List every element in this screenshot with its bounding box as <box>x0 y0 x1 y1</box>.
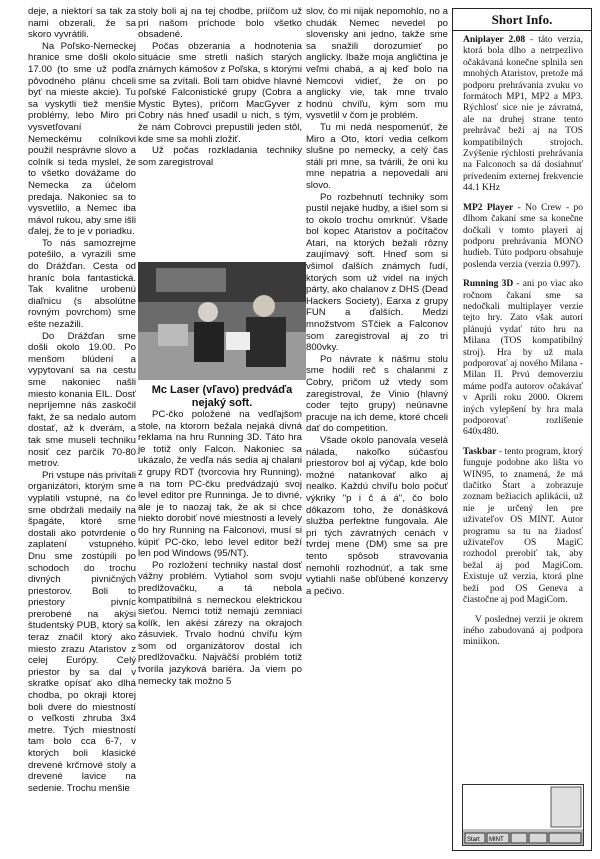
article-column-1 <box>28 6 136 794</box>
paragraph: Všade okolo panovala veselá nálada, nakoľko súčasťou priestorov bol aj výčap, kde bolo možné natankovať alko aj nealko. Každú chvíľu bolo počuť výkriky "p i č á á", čo bolo dôkazom toho, že donášková služba perfektne fungovala. Ale pri tých závratných cenách v tvrdej mene (DM) sme sa pre tento spôsob stravovania nemohli rozhodnúť, a tak sme vytiahli naše obľúbené konzervy a pečivo. <box>306 434 448 597</box>
taskbar-screenshot <box>462 784 584 846</box>
sidebar-item-heading: Taskbar <box>463 446 497 457</box>
sidebar-title: Short Info. <box>453 9 591 31</box>
sidebar-item-text: - táto verzia, ktorá bola dlho a netrpezlivo očakávaná konečne splnila sen mnohých Ataristov, pretože má podporu prehrávania zvuku vo formátoch MP1, MP2 a MP3. Rýchlosť sice nie je závratná, ale na druhej strane tento prehrávač beží aj na TOS kompatibilných strojoch. Zvýšenie rýchlosti prehrávania na Falconoch sa dá dosiahnuť prívedením externej frekvencie 44.1 KHz <box>463 35 583 194</box>
paragraph: stoly boli aj na tej chodbe, priíčom už pri našom príchode bolo všetko obsadené. <box>138 6 302 41</box>
paragraph: slov, čo mi nijak nepomohlo, no a chudák Nemec nevedel po slovensky ani jedno, takže sme sa snažili dorozumieť po anglicky. Ibaže moja angličtina je veľmi chabá, a aj keď bolo na Nemcovi vidieť, že on po anglicky vie, tak mne trvalo hodnú chvíľu, kým som mu vysvetlil v čom je problém. <box>306 6 448 122</box>
paragraph: Už počas rozkladania techniky som zaregistroval <box>138 145 302 168</box>
short-info-sidebar <box>452 8 592 851</box>
sidebar-item-text: - tento program, ktorý funguje podobne ako lišta vo WIN95, to znamená, že má tlačítko Štart a zobrazuje zoznam bežiacich aplikácii, už nie je určený len pre užívateľov OS MINT. Autor programu sa tu na žiadosť užívateľov OS MagiC rozhodol prerobiť tak, aby bežal aj pod MagiCom. Existuje už verzia, ktorá plne beží pod OS Geneva a čiastočne aj pod MagiCom. <box>463 446 583 606</box>
sidebar-item-text: V poslednej verzii je okrem iného zabudovaná aj podpora miniikon. <box>463 614 583 648</box>
paragraph: To nás samozrejme potešilo, a vyrazili sme do Drážďan. Cesta od hraníc bola fantastická. Tak kvalitne urobenú diaľnicu (s absolútne rovným povrchom) sme ešte nezažili. <box>28 237 136 331</box>
sidebar-item-heading: Aniplayer 2.08 <box>463 35 526 45</box>
sidebar-item-text: - No Crew - po dlhom čakaní sme sa konečne dočkali v tomto playeri aj podporu prehrávania MONO hudieb. Túto podporu obsahuje poslenda verzia (verzia 0.997). <box>463 202 583 270</box>
party-photo <box>138 262 306 380</box>
paragraph: deje, a niektorí sa tak za nami obzerali, že sa skoro vyvrátili. <box>28 6 136 41</box>
paragraph: Po rozložení techniky nastal dosť vážny problém. Vytiahol som svoju predlžovačku, a tá nebola kompatibilná s nemeckou elektrickou sieťou. Nemci totiž nemajú zemniaci kolík, len akési zárezy na okrajoch zásuviek. Trvalo hodnú chvíľu kým som od organizátorov dostal ich predlžovačku. Najväčší problém totiž tvorila jazyková bariéra. Ja viem po nemecky tak možno 5 <box>138 559 302 687</box>
photo-caption: Mc Laser (vľavo) predváďa nejaký soft. <box>151 384 293 409</box>
sidebar-item <box>463 279 583 439</box>
sidebar-item <box>463 447 583 607</box>
paragraph: Pri vstupe nás privítali organizátori, ktorým sme vyplatili vstupné, na čo sme obdržali medaily na špagáte, ktoré sme dostali ako potvrdenie o zaplatení vstupného. Dnu sme zostúpili po schodoch do trochu divných pivničných priestorov. Boli to priestory pivníc prerobené na akýsi študentský PUB, ktorý sa teraz značil ktorý ako miesto zrazu Ataristov z celej Európy. Celý priestor by sa dal v skratke opísať ako dlhá chodba, po okraji ktorej boli dvere do miestností o veľkosti zhruba 3x4 metre. Tých miestností tam bolo cca 6-7, v ktorých boli klasické drevené krčmové stoly a drevené lavice na sedenie. Trochu menšie <box>28 469 136 794</box>
sidebar-item-text: - ani po viac ako ročnom čakaní sme sa nedočkali multiplayer verzie tejto hry. Zato však autori plánujú vydať túto hru na Milana (TOS kompatibilný stroj). Hra by už mala podporovať aj nového Milana - Milan II. Prvú demoverziu máme podľa autorov očakávať v Apríli roku 2000. Okrem iných vylepšení by hra mala podporovať rozlíšenie 640x480. <box>463 279 584 438</box>
paragraph: Po návrate k nášmu stolu sme hodili reč s chalanmi z Cobry, pričom už vtedy som zaregistroval, že Vinio (hlavný coder tejto grupy) neúnavne pracuje na ich deme, ktoré chceli dať do competition. <box>306 353 448 435</box>
paragraph: Počas obzerania a hodnotenia situácie sme stretli našich starých známych kámošov z Poľska, s ktorými sme sa zvítali. Boli tam obidve hlavné poľské Falconistické grupy (Cobra a Mystic Bytes), pričom MacGyver z Cobry nás hneď usadil u nich, s tým, že nám Cobrovci prepustili jeden stôl, kde sme sa mohli zložiť. <box>138 40 302 145</box>
article-column-2-bottom <box>138 409 302 687</box>
taskbar-screenshot-graphic <box>463 785 583 845</box>
sidebar-item-heading: MP2 Player <box>463 202 514 213</box>
article-column-2-top <box>138 6 302 168</box>
sidebar-item <box>463 35 583 195</box>
paragraph: PC-čko položené na vedľajšom stole, na ktorom bežala nejaká divná reklama na hru Running 3D. Táto hra je totiž only Falcon. Nakoniec sa ukázalo, že vedľa nás sedia aj chalani z grupy RDT (tvorcovia hry Running), a na tom PC-čku predvádzajú svoj level editor pre Runninga. Je to divné, ale je to naozaj tak, že ak si chce niekto dorobiť nové miestnosti a levely do hry Running na Falconovi, musí si kúpiť PC-čko, lebo level editor beží len pod Windows (95/NT). <box>138 409 302 560</box>
sidebar-body <box>453 31 591 649</box>
sidebar-item <box>463 203 583 271</box>
paragraph: Do Drážďan sme došli okolo 19.00. Po menšom blúdení a vypytovaní sa na cestu sme nakoniec našli miesto konania EIL. Dosť nepríjemne nás zaskočil fakt, že sa nedalo autom dostať, až k dverám, a tak sme museli techniku nosiť cez parčík 70-80 metrov. <box>28 330 136 470</box>
article-column-3 <box>306 6 448 597</box>
screenshot-start-label: Start <box>467 837 480 843</box>
sidebar-item <box>463 615 583 649</box>
screenshot-mint-label: MINT <box>489 837 504 843</box>
photo-graphic <box>138 262 306 380</box>
paragraph: Na Poľsko-Nemeckej hranice sme došli okolo 17.00 (to sme už podľa pôvodného plánu chceli byť na mieste akcie). Tu sa vyskytli tiež menšie problémy, lebo Miro pri vysvetľovaní Nemeckému colníkovi použil nesprávne slovo a colník si teda myslel, že to všetko dovážame do Nemecka za účelom predaja. Nakoniec sa to vysvetlilo, a Nemec iba mávol rukou, aby sme išli ďalej, že to je v poriadku. <box>28 40 136 238</box>
paragraph: Po rozbehnutí techniky som pustil nejaké hudby, a išiel som si to okolo trochu omrknúť. Všade bol kopec Ataristov a počítačov Atari, na ktorých bežali rôzny zaujímavý soft. Hneď som si všimol ďalších známych ľudí, ktorých som už videl na iných párty, ako chalanov z DHS (Dead Hackers Society), Earxa z grupy FUN a ďalších. Medzi množstvom STčiek a Falconov som zaregistroval aj zo tri 800vky. <box>306 191 448 354</box>
paragraph: Tu mi nedá nespomenúť, že Miro a Oto, ktorí vedia celkom slušne po nemecky, a celý čas stáli pri mne, sa tvárili, že oni ku mne nepatria a nepovedali ani slovo. <box>306 121 448 191</box>
sidebar-item-heading: Running 3D <box>463 279 514 290</box>
